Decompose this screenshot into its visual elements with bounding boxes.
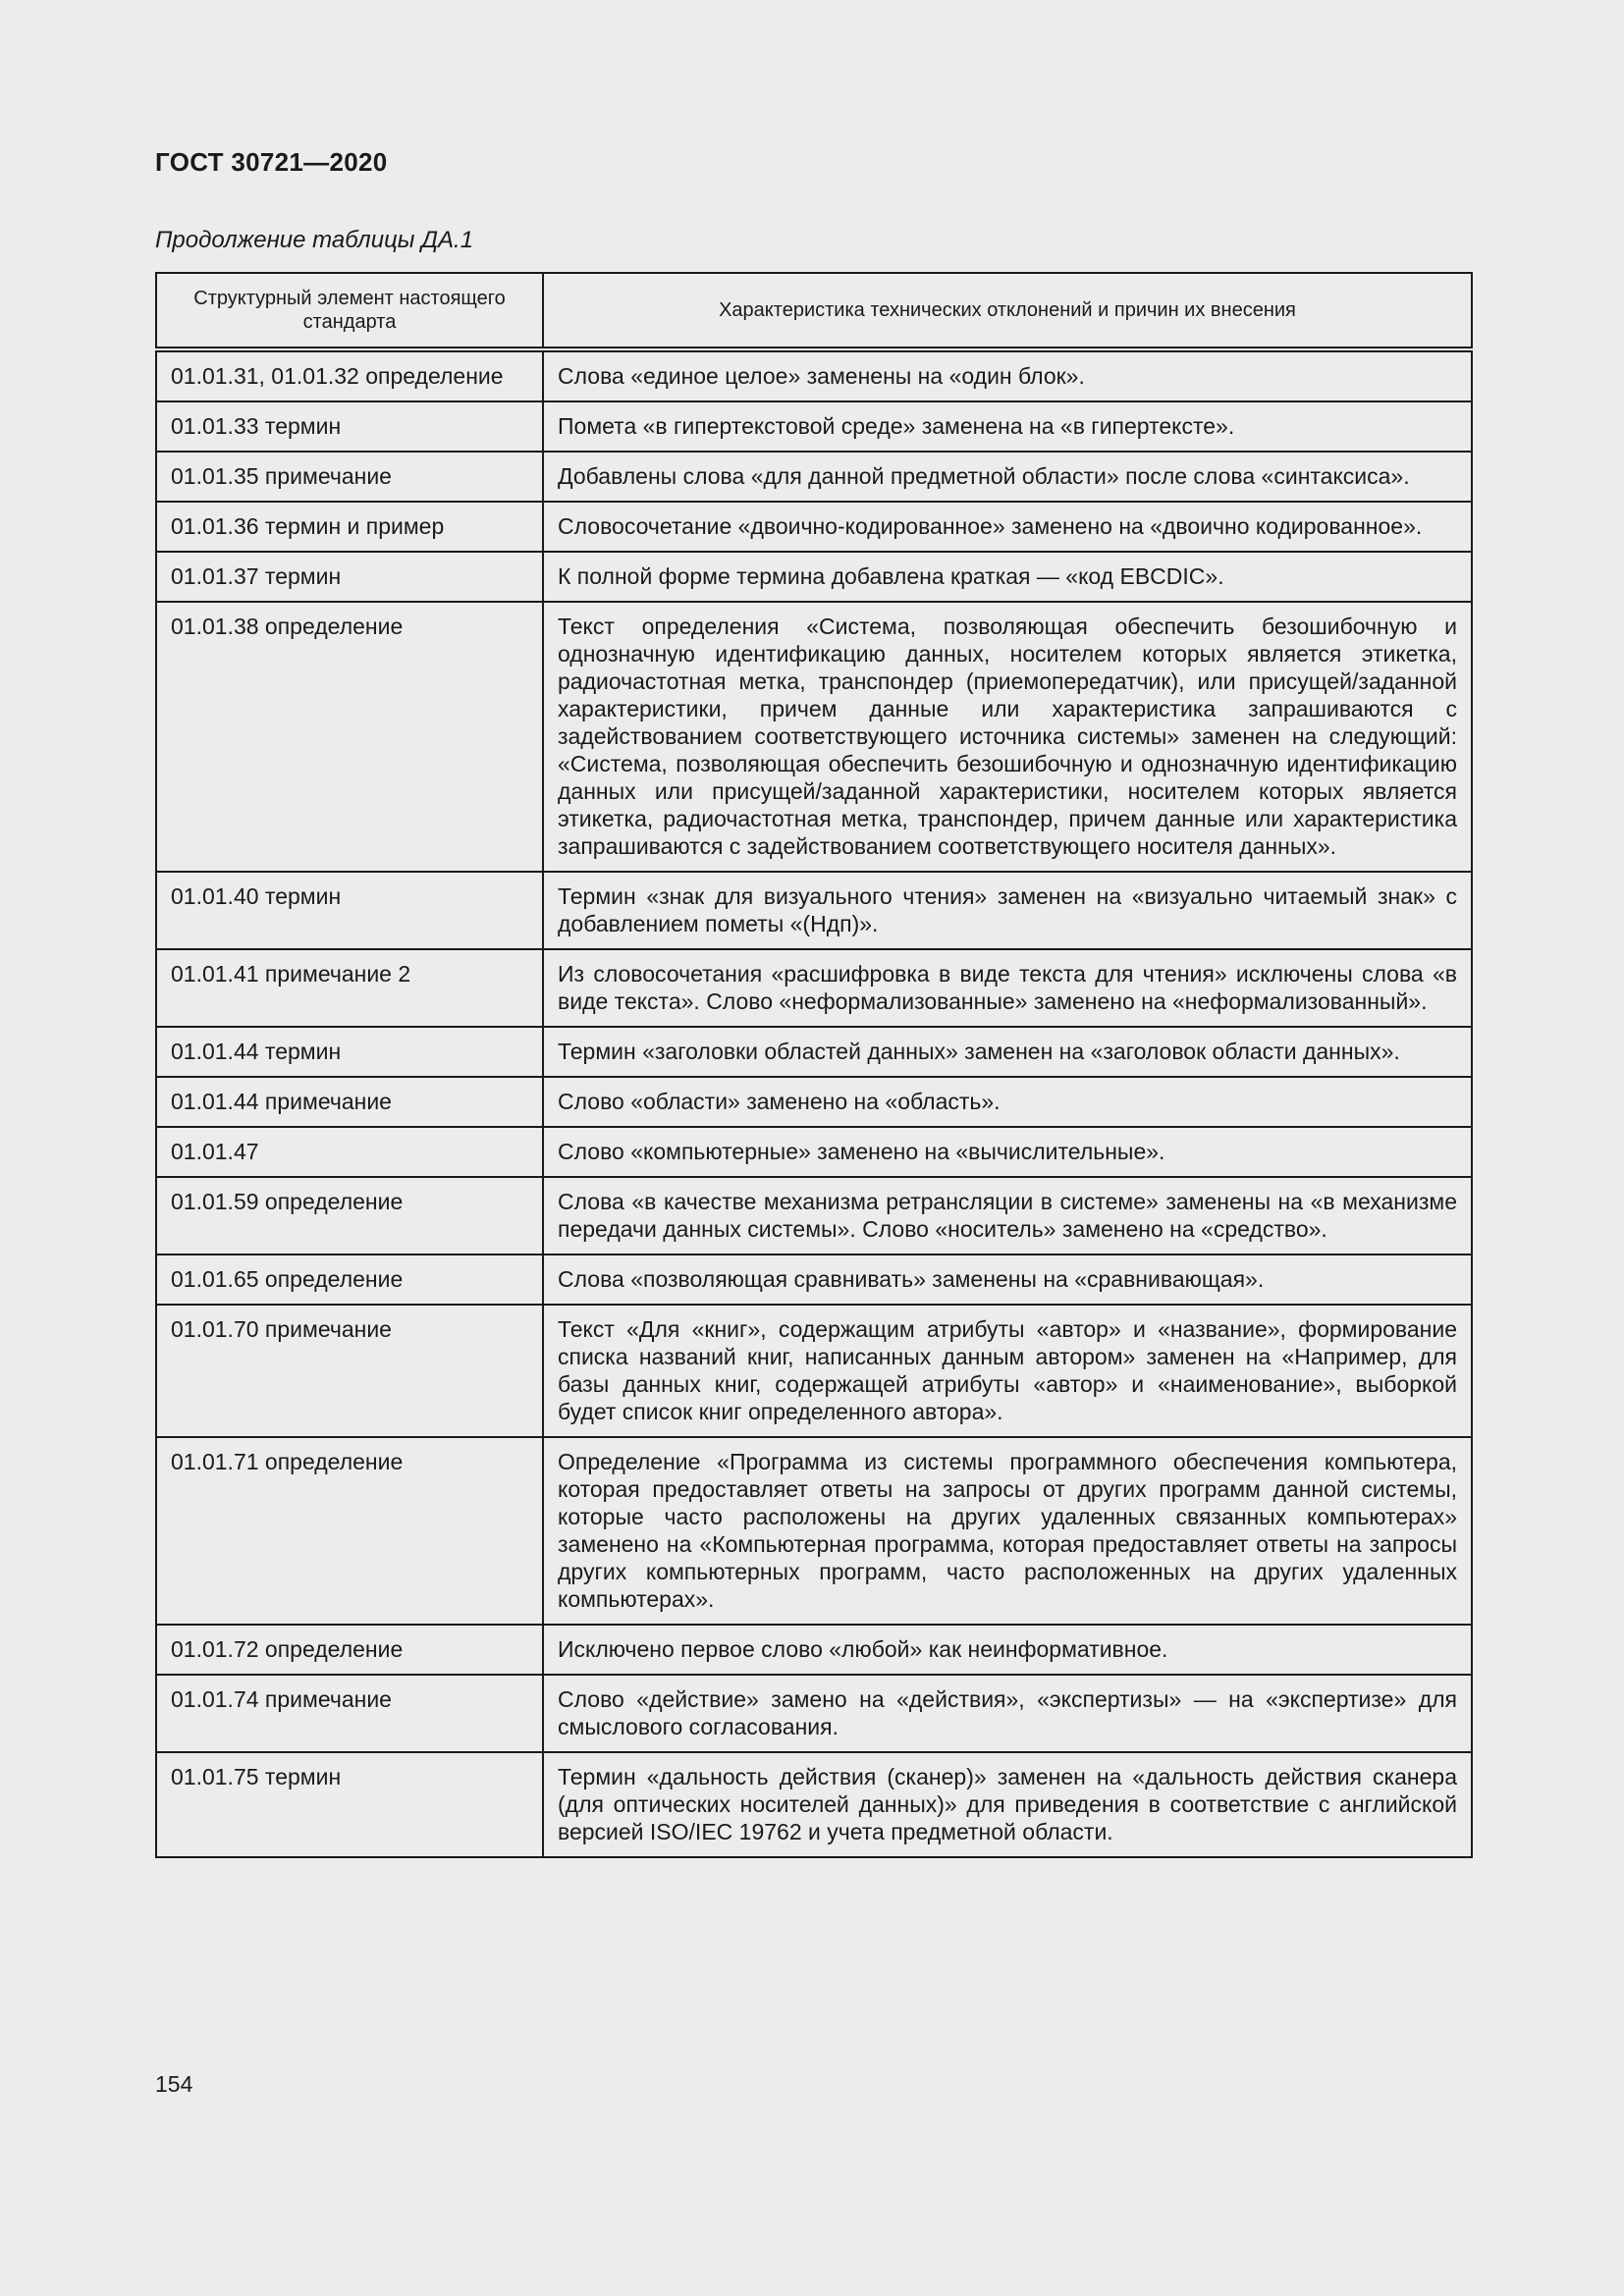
structural-element-cell: 01.01.40 термин	[156, 872, 543, 949]
deviation-description-cell: Слово «компьютерные» заменено на «вычислительные».	[543, 1127, 1472, 1177]
table-row	[156, 502, 1472, 552]
deviation-description-cell: Слово «действие» замено на «действия», «экспертизы» — на «экспертизе» для смыслового согласования.	[543, 1675, 1472, 1752]
structural-element-cell: 01.01.37 термин	[156, 552, 543, 602]
table-row	[156, 452, 1472, 502]
deviation-description-cell: Термин «заголовки областей данных» заменен на «заголовок области данных».	[543, 1027, 1472, 1077]
structural-element-cell: 01.01.44 примечание	[156, 1077, 543, 1127]
structural-element-cell: 01.01.72 определение	[156, 1625, 543, 1675]
deviation-description-cell: Исключено первое слово «любой» как неинформативное.	[543, 1625, 1472, 1675]
deviation-description-cell: Помета «в гипертекстовой среде» заменена на «в гипертексте».	[543, 401, 1472, 452]
table-row	[156, 1127, 1472, 1177]
deviation-description-cell: Слово «области» заменено на «область».	[543, 1077, 1472, 1127]
document-header: ГОСТ 30721—2020	[155, 147, 388, 177]
structural-element-cell: 01.01.44 термин	[156, 1027, 543, 1077]
deviation-description-cell: Слова «позволяющая сравнивать» заменены на «сравнивающая».	[543, 1255, 1472, 1305]
deviation-description-cell: Добавлены слова «для данной предметной области» после слова «синтаксиса».	[543, 452, 1472, 502]
structural-element-cell: 01.01.74 примечание	[156, 1675, 543, 1752]
table-row	[156, 1305, 1472, 1437]
structural-element-cell: 01.01.71 определение	[156, 1437, 543, 1625]
deviation-description-cell: Текст «Для «книг», содержащим атрибуты «автор» и «название», формирование списка названий книг, написанных данным автором» заменен на «Например, для базы данных книг, содержащей атрибуты «автор» и «наименование», выборкой будет список книг определенного автора».	[543, 1305, 1472, 1437]
table-row	[156, 552, 1472, 602]
deviation-description-cell: К полной форме термина добавлена краткая — «код EBCDIC».	[543, 552, 1472, 602]
table-row	[156, 1437, 1472, 1625]
table-row	[156, 602, 1472, 872]
table-row	[156, 1675, 1472, 1752]
structural-element-cell: 01.01.65 определение	[156, 1255, 543, 1305]
table-row	[156, 1077, 1472, 1127]
deviation-description-cell: Определение «Программа из системы программного обеспечения компьютера, которая предоставляет ответы на запросы от других программ данной системы, которые часто расположены на других удаленных связанных компьютерах» заменено на «Компьютерная программа, которая предоставляет ответы на запросы других компьютерных программ, часто расположенных на других удаленных компьютерах».	[543, 1437, 1472, 1625]
table-row	[156, 401, 1472, 452]
column-header-element: Структурный элемент настоящего стандарта	[156, 273, 543, 349]
deviation-description-cell: Текст определения «Система, позволяющая обеспечить безошибочную и однозначную идентификацию данных, носителем которых является этикетка, радиочастотная метка, транспондер (приемопередатчик), или присущей/заданной характеристики, причем данные или характеристика запрашиваются с задействованием соответствующего источника системы» заменен на следующий: «Система, позволяющая обеспечить безошибочную и однозначную идентификацию данных или присущей/заданной характеристики, носителем которых является этикетка, радиочастотная метка, транспондер, причем данные или характеристика запрашиваются с задействованием соответствующего носителя данных».	[543, 602, 1472, 872]
table-row	[156, 1752, 1472, 1857]
table-row	[156, 949, 1472, 1027]
deviation-description-cell: Слова «единое целое» заменены на «один блок».	[543, 349, 1472, 401]
table-body	[156, 349, 1472, 1857]
structural-element-cell: 01.01.33 термин	[156, 401, 543, 452]
table-header-row	[156, 273, 1472, 349]
table-row	[156, 1625, 1472, 1675]
structural-element-cell: 01.01.38 определение	[156, 602, 543, 872]
deviation-description-cell: Термин «знак для визуального чтения» заменен на «визуально читаемый знак» с добавлением пометы «(Ндп)».	[543, 872, 1472, 949]
structural-element-cell: 01.01.31, 01.01.32 определение	[156, 349, 543, 401]
table-row	[156, 872, 1472, 949]
table-row	[156, 1177, 1472, 1255]
deviations-table	[155, 272, 1473, 1858]
structural-element-cell: 01.01.70 примечание	[156, 1305, 543, 1437]
structural-element-cell: 01.01.59 определение	[156, 1177, 543, 1255]
deviations-table-container	[155, 272, 1471, 1858]
structural-element-cell: 01.01.41 примечание 2	[156, 949, 543, 1027]
structural-element-cell: 01.01.35 примечание	[156, 452, 543, 502]
deviation-description-cell: Словосочетание «двоично-кодированное» заменено на «двоично кодированное».	[543, 502, 1472, 552]
structural-element-cell: 01.01.47	[156, 1127, 543, 1177]
table-row	[156, 1027, 1472, 1077]
column-header-description: Характеристика технических отклонений и причин их внесения	[543, 273, 1472, 349]
table-row	[156, 349, 1472, 401]
page-number: 154	[155, 2071, 193, 2097]
deviation-description-cell: Из словосочетания «расшифровка в виде текста для чтения» исключены слова «в виде текста». Слово «неформализованные» заменено на «неформализованный».	[543, 949, 1472, 1027]
deviation-description-cell: Термин «дальность действия (сканер)» заменен на «дальность действия сканера (для оптических носителей данных)» для приведения в соответствие с английской версией ISO/IEC 19762 и учета предметной области.	[543, 1752, 1472, 1857]
structural-element-cell: 01.01.75 термин	[156, 1752, 543, 1857]
table-row	[156, 1255, 1472, 1305]
structural-element-cell: 01.01.36 термин и пример	[156, 502, 543, 552]
deviation-description-cell: Слова «в качестве механизма ретрансляции в системе» заменены на «в механизме передачи данных системы». Слово «носитель» заменено на «средство».	[543, 1177, 1472, 1255]
table-caption: Продолжение таблицы ДА.1	[155, 227, 474, 253]
